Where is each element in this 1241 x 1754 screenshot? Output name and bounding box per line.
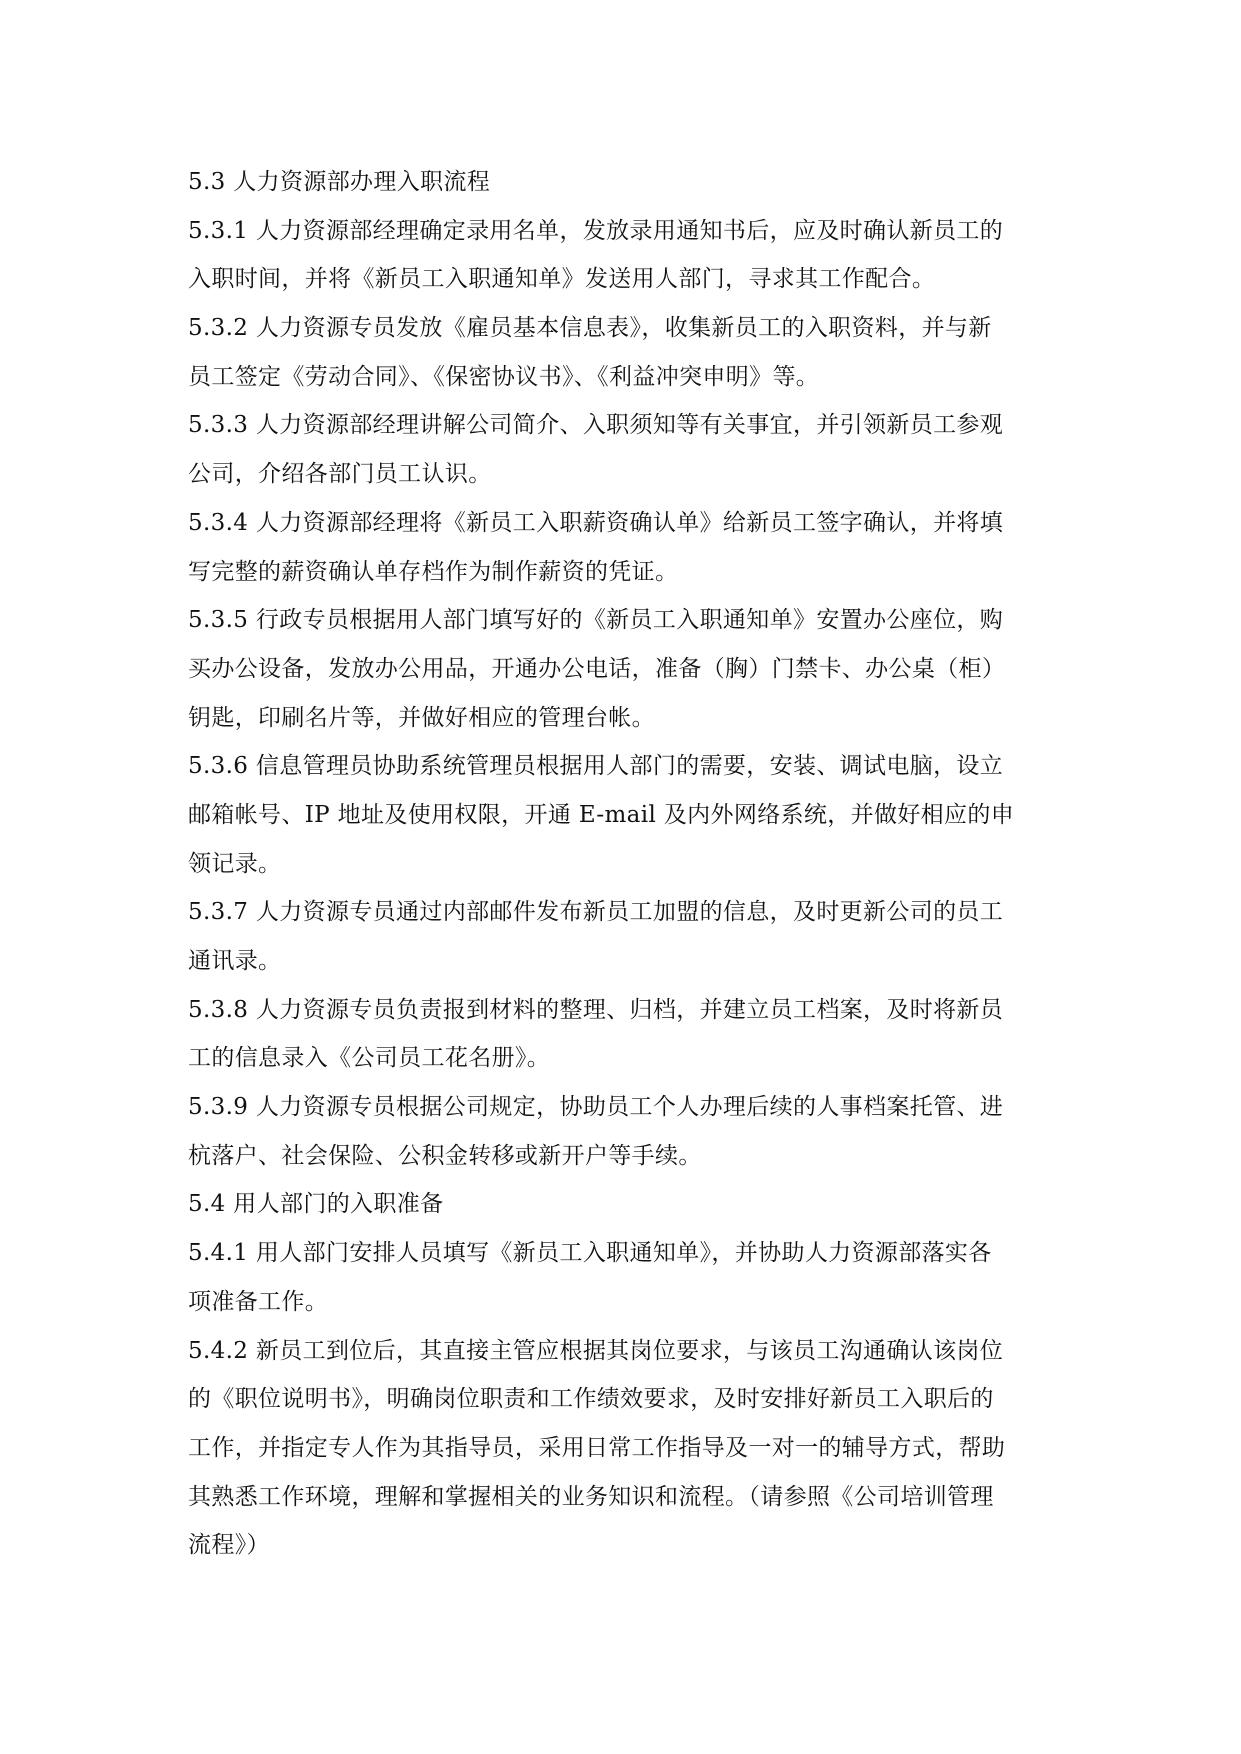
- text-line: 项准备工作。: [188, 1288, 329, 1315]
- text-line: 5.4.2 新员工到位后，其直接主管应根据其岗位要求，与该员工沟通确认该岗位: [188, 1337, 1004, 1364]
- document-body: [188, 158, 1068, 1570]
- text-line: 5.3.3 人力资源部经理讲解公司简介、入职须知等有关事宜，并引领新员工参观: [188, 412, 1004, 439]
- text-line: 领记录。: [188, 850, 282, 877]
- text-line: 杭落户、社会保险、公积金转移或新开户等手续。: [188, 1142, 702, 1169]
- text-line: 其熟悉工作环境，理解和掌握相关的业务知识和流程。（请参照《公司培训管理: [188, 1483, 994, 1510]
- text-line: 邮箱帐号、IP 地址及使用权限，开通 E-mail 及内外网络系统，并做好相应的申: [188, 801, 1015, 828]
- text-line: 5.3.2 人力资源专员发放《雇员基本信息表》，收集新员工的入职资料，并与新: [188, 315, 992, 342]
- text-line: 公司，介绍各部门员工认识。: [188, 461, 492, 488]
- text-line: 入职时间，并将《新员工入职通知单》发送用人部门，寻求其工作配合。: [188, 266, 936, 293]
- text-line: 5.3.9 人力资源专员根据公司规定，协助员工个人办理后续的人事档案托管、进: [188, 1094, 1004, 1121]
- text-line: 钥匙，印刷名片等，并做好相应的管理台帐。: [188, 704, 655, 731]
- text-line: 5.3.5 行政专员根据用人部门填写好的《新员工入职通知单》安置办公座位，购: [188, 607, 1004, 634]
- text-line: 的《职位说明书》，明确岗位职责和工作绩效要求，及时安排好新员工入职后的: [188, 1386, 994, 1413]
- text-line: 5.3.6 信息管理员协助系统管理员根据用人部门的需要，安装、调试电脑，设立: [188, 753, 1004, 780]
- text-line: 员工签定《劳动合同》、《保密协议书》、《利益冲突申明》等。: [188, 363, 820, 390]
- section-heading: 5.3 人力资源部办理入职流程: [188, 169, 491, 195]
- section-heading: 5.4 用人部门的入职准备: [188, 1191, 444, 1218]
- text-line: 通讯录。: [188, 948, 282, 974]
- text-line: 5.3.1 人力资源部经理确定录用名单，发放录用通知书后，应及时确认新员工的: [188, 217, 1004, 244]
- text-line: 5.3.7 人力资源专员通过内部邮件发布新员工加盟的信息，及时更新公司的员工: [188, 899, 1004, 926]
- text-line: 5.4.1 用人部门安排人员填写《新员工入职通知单》，并协助人力资源部落实各: [188, 1240, 992, 1267]
- text-line: 5.3.8 人力资源专员负责报到材料的整理、归档，并建立员工档案，及时将新员: [188, 996, 1004, 1023]
- text-line: 工的信息录入《公司员工花名册》。: [188, 1045, 551, 1072]
- text-line: 写完整的薪资确认单存档作为制作薪资的凭证。: [188, 558, 679, 585]
- text-line: 5.3.4 人力资源部经理将《新员工入职薪资确认单》给新员工签字确认，并将填: [188, 509, 1004, 536]
- text-line: 工作，并指定专人作为其指导员，采用日常工作指导及一对一的辅导方式，帮助: [188, 1434, 1006, 1461]
- text-line: 买办公设备，发放办公用品，开通办公电话，准备（胸）门禁卡、办公桌（柜）: [188, 655, 1006, 682]
- text-line: 流程》）: [188, 1532, 270, 1559]
